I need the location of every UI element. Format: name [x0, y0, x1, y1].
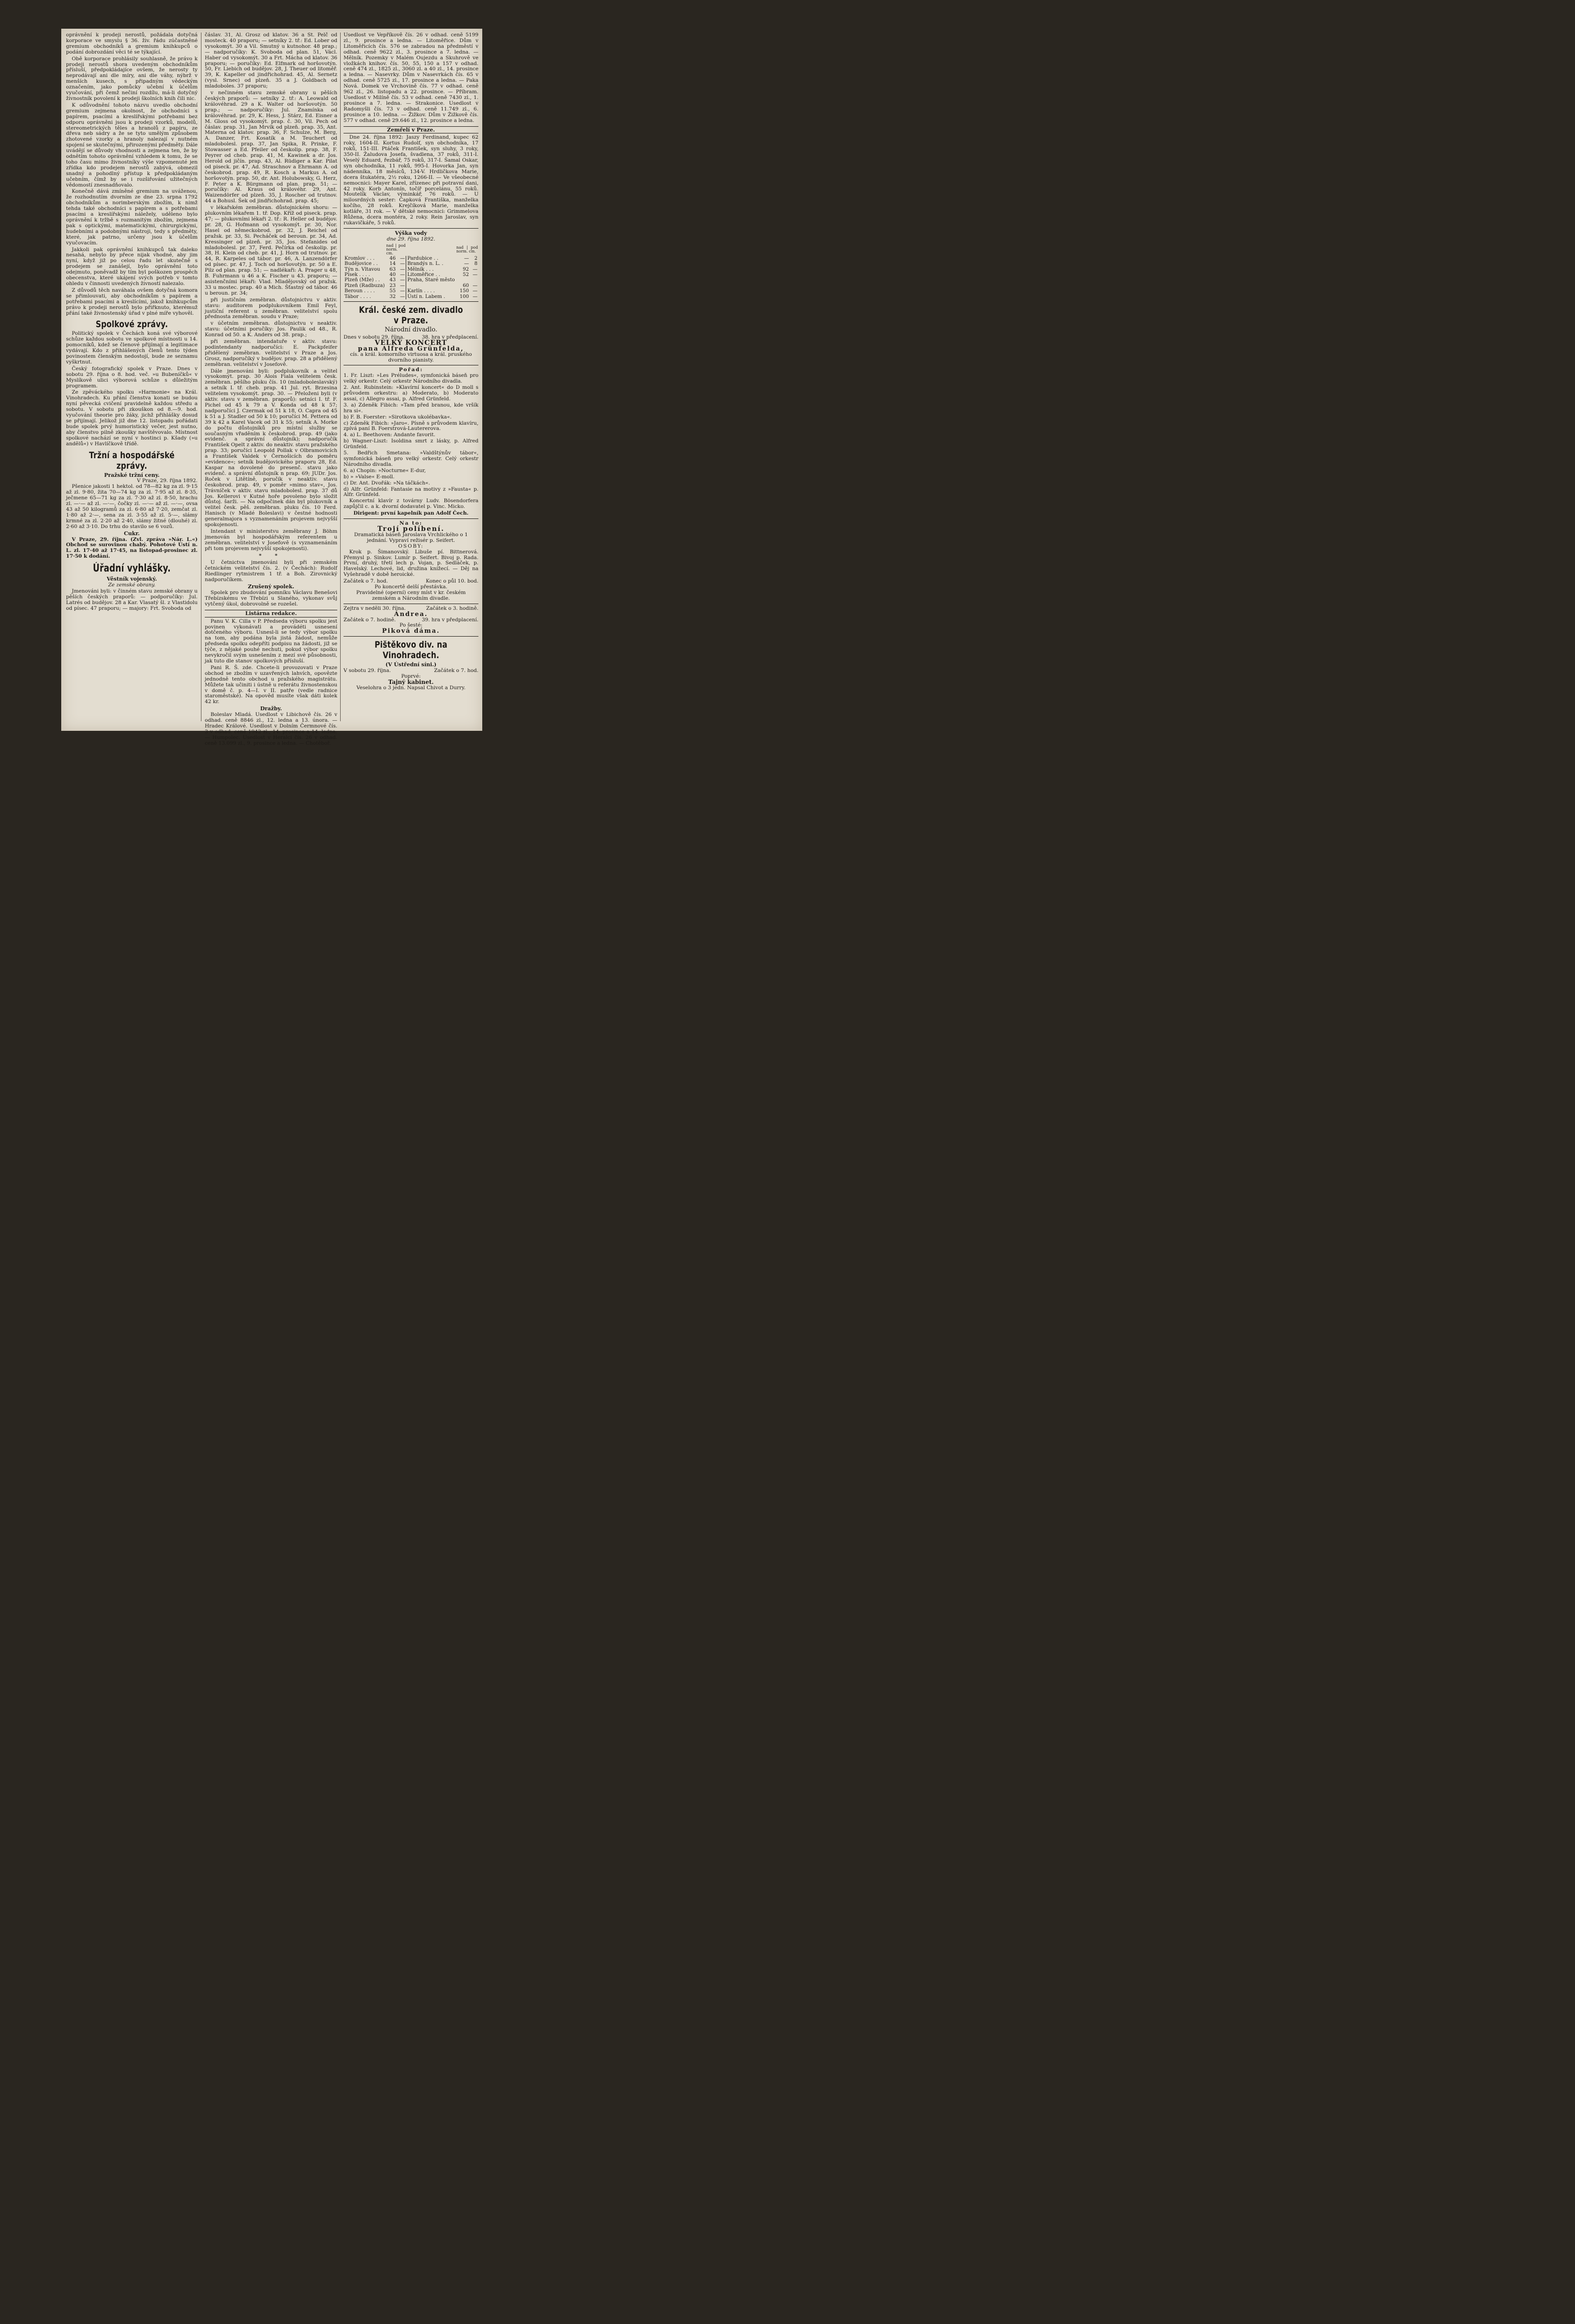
column-1 [66, 33, 198, 726]
paragraph: Obě korporace prohlásily souhlasně, že právo k prodeji nerostů shora uvedeným obchodníkům přísluší, předpokládajíce ovšem, že nerosty ty neprodávají ani dle míry, ani dle váhy, nýbrž v menších kusech, s připadným vědeckým označením, jako pomůcky učební k účelům vyučování, při čemž nečiní rozdílu, má-li dotyčný živnostník povolení k prodeji školních knih čili nic. [66, 55, 198, 101]
program-heading: Pořad: [399, 367, 423, 373]
spolek-item: Ze zpěváckého spolku »Harmonie« na Král. Vinohradech. Ku přání členstva konati se budou nyní pěvecká cvičení pravidelně každou středu a sobotu. V sobotu při zkouškon od 8.—9. hod. vyučování theorie pro žáky, jichž přihlášky dosud se přijímají. Jelikož již dne 12. listopadu pořádati bude spolek prvý humoristický večer, jest nutno, aby členstvo pilně zkoušky navštěvovalo. Místnost spolkové nachází se nyní v hostinci p. Kšady (»u andělů«) v Havlíčkově třídě. [66, 389, 198, 447]
divider [344, 636, 478, 637]
play-title: Piková dáma. [382, 628, 440, 635]
paragraph: K odůvodnění tohoto názvu uvedlo obchodní gremium zejmena okolnost, že obchodníci s papírem, psacími a kreslířskými potřebami bez odporu oprávněni jsou k prodeji vzorků, modelů, stereometrických těles a hranolů z papíru, ze dřeva neb sádry a že se tyto umělým způsobem zhotovené vzorky a hranoly nalezají v nutném spojení se skutečnými, přirozenými předměty. Dále uvádějí se důvody vhodnosti a zejmena ten, že by odnětím tohoto oprávnění vzhledem k tomu, že se toho času mimo živnostníky výše vzpomenuté jen zřídka kdo prodejem nerostů zabývá, obmezil snadný a pohodlný přístup k předpokládaným učebním, čímž by se i rozšiřování užitečných vědomostí znesnadňovalo. [66, 102, 198, 188]
paragraph: V Praze, 29. října. (Zvl. zpráva »Nár. L.«) Obchod se surovinou chabý. Pohotové Ústí n. L. zl. 17·40 až 17·45, na listopad-prosinec zl. 17·50 k dodání. [66, 536, 198, 560]
table-cell: — [400, 294, 405, 299]
program-item: d) Alfr. Grünfeld: Fantasie na motivy z »Fausta« p. Alfr. Grünfeld. [344, 486, 478, 498]
table-row [344, 294, 478, 299]
dateline: V Praze, 29. října 1892. [137, 478, 198, 484]
table-row [344, 277, 478, 283]
table-cell: 40 [389, 272, 396, 277]
table-cell: Kromlov . . . [344, 255, 375, 261]
note: Pravidelné (operní) ceny míst v kr. českém zemském a Národním divadle. [356, 589, 466, 601]
section-title-zemreli: Zemřelí v Praze. [344, 126, 478, 134]
paragraph: Dále jmenováni byli: podplukovník a velitel vysokomýt. prap. 30 Alois Fiala velitelem česk. zeměbran. pěšího pluku čís. 10 (mladoboleslavský) a setník I. tř. cheb. prap. 41 Jul. ryt. Brzesina velitelem vysokomýt. prap. 30. — Přeloženi byli (v aktiv. stavu v zeměbran. praporů): setníci I. tř. F. Pichel od 45 k 79 a V. Konda od 48 k 57; nadporučíci J. Czermak od 51 k 18, O. Capra od 45 k 51 a J. Stadler od 50 k 10; poručíci M. Pettera od 39 k 42 a Karel Vacek od 31 k 55; setník A. Morke do počtu důstojníků pro místní služby se současným vřaděním k českobrod. prap. 49 (jako evidenč. a správní důstojník); nadporučík František Opelt z aktiv. do neaktiv. stavu pražského prap. 33; poručíci Leopold Pollak v Olbramovicích a František Valdek v Černošicích do poměru »evidence«; setník budějovického praporu 28, Ed. Kaspar na dovolené do presenč. stavu jako evidenč. a správní důstojník n prap. 69; JUDr. Jos. Roček v Litětíně, poručík v neaktiv. stavu českobrod. prap. 49, v poměr »mimo stav«, Jos. Trávníček v aktiv. stavu mladobolesl. prap. 37 dů Jos. Kellerovi v Kutné hoře povoleno bylo složit důstoj. šarži. — Na odpočinek dán byl plukovník a velitel česk. pěš. zeměbran. pluku čís. 10 Ferd. Hanisch (v Mladé Boleslavi) v čestné hodnosti generalmajora s vyznamenáním projevem nejvyšší spokojenosti. [205, 368, 337, 528]
program-item: 2. Ant. Rubinstein: »Klavírní koncert« do D moll s průvodem orkestru: a) Moderato, b) Moderato assai, c) Allegro assai, p. Alfred Grünfeld. [344, 385, 478, 402]
table-row [344, 272, 478, 277]
table-cell: 32 [389, 294, 396, 299]
paragraph: Intendant v ministerstvu zeměbrany J. Böhm jmenován byl hospodářským referentem u zeměbran. velitelství v Josefově (s vyznamenáním při tom projevem nejvyšší spokojenosti). [205, 528, 337, 551]
paragraph: při zeměbran. intendatuře v aktiv. stavu: podintendanty nadporučíci: E. Packpfeifer přidělený zeměbran. velitelství v Praze a Jos. Grosz, nadporučíký v budějov. prap. 28 a přidělený zeměbran. velitelství v Josefově. [205, 339, 337, 367]
start-time: Začátek o 3. hodině. [426, 605, 478, 611]
section-title-listarna: Listárna redakce. [205, 610, 337, 617]
paragraph: při justičním zeměbran. důstojnictvu v aktiv. stavu: auditorem podplukovníkem Emil Feyl, justiční referent u zeměbran. velitelství spolu přednosta zeměbran. soudu v Praze; [205, 297, 337, 320]
table-cell: — [472, 272, 477, 277]
table-cell: Litoměřice . . [406, 272, 456, 277]
paragraph: Spolek pro zbudování pomníku Václavu Benešovi Třebízskému ve Třebízi u Slaného, vykonav svůj vytčený úkol, dobrovolně se rozešel. [205, 590, 337, 607]
table-cell: Budějovice . . [344, 261, 378, 267]
date-left: V sobotu 29. října. [344, 668, 391, 674]
table-cell: — [400, 266, 405, 272]
program-item: b) Wagner-Liszt: Isoldina smrt z lásky, p. Alfred Grünfeld. [344, 438, 478, 450]
nato-heading: Na to: [399, 520, 423, 527]
table-cell [456, 277, 470, 283]
section-title-pistek: Pištěkovo div. na Vinohradech. [374, 639, 448, 661]
program-list [344, 373, 478, 498]
paragraph: v účetním zeměbran. důstojnictvu v neaktiv. stavu: účetními poručíky: Jos. Paulik od 48., R. Konrad od 50. a K. Anders od 38. prap.; [205, 320, 337, 338]
table-cell: 63 [389, 266, 396, 272]
table-cell: Karlín . . . . [406, 288, 456, 294]
program-item: b) » »Valse« E-moll. [344, 474, 395, 480]
subheading: Ze zemské obrany. [108, 582, 155, 588]
table-cell: Ústí n. Labem . [406, 294, 456, 299]
program-item: 4. a) L. Beethoven: Andante favorit. [344, 432, 435, 438]
table-cell: — [472, 294, 477, 299]
paragraph: Konečně dává zmíněné gremium na uváženou, že rozhodnutím dvorním ze dne 23. srpna 1792 obchodníkům a norimberským zbožím, k nimž tehda také obchodníci s papírem a s potřebami psacími a kreslířskými náležely, uděleno bylo oprávnění k tržbě s rozmanitým zbožím, zejmena pak s optickými, matematickými, chirurgickými, hudebními a podobnými nástroji, tedy s předměty, které, jak patrno, určeny jsou k účelům vyučovacím. [66, 188, 198, 246]
table-row [344, 288, 478, 294]
table-cell: 46 [389, 255, 396, 261]
paragraph: v nečinném stavu zemské obrany u pěších českých praporů: — setníky 2. tř.: A. Leowald od královéhrad. 29 a K. Walter od horšovotýn. 50 prap.; — nadporučíky: Jul. Znamínka od královéhrad. pr. 29, K. Hess, J. Stárz, Ed. Eisner a M. Gloss od vysokomýt. prap. č. 30, Vil. Pech od čáslav. prap. 31, Jan Mrvík od plzeň. prap. 35, Ant. Materna od klatov. prap. 36, F. Schulze, M. Berg, A. Danzer, Frt. Kosatík a M. Teuchert od mladobolesl. prap. 37, Jan Spika, R. Prinke, F. Stowasser a Ed. Pfeiler od českolip. prap. 38, F. Peyrer od cheb. prap. 41, M. Kawinek a dr. Jos. Herold od jičín. prap. 43, Al. Rüdiger a Kar. Pilat od piseck. pr. 47, Ad. Straschnov a Ehrmann A. od českobrod. prap. 49, R. Kosch a Markus A. od horšovotýn. prap. 50, dr. Ant. Holubowsky, G. Herz, F. Peter a K. Bürgmann od plan. prap. 51; — poručíky: Al. Kraus od královéhr. 29, Ant. Waizendörfer od plzeň. 35, J. Roscher od trutnov. 44 a Bohusl. Šek od jindřichohrad. prap. 45; [205, 90, 337, 204]
koncert-description: cís. a král. komorního virtuosa a král. pruského dvorního pianisty. [350, 351, 472, 363]
koncert-performer: pana Alfreda Grünfelda, [358, 345, 464, 352]
start-time: Začátek o 7. hod. [434, 668, 478, 674]
table-row [344, 267, 478, 272]
table-cell: 23 [389, 283, 396, 288]
subheading: Dražby. [260, 705, 282, 712]
table-cell: 2 [474, 255, 477, 261]
table-cell: Plzeň (Mže) . . [344, 277, 380, 283]
separator-asterisks: * * [259, 552, 283, 559]
program-item: c) Dr. Ant. Dvořák: »Na táčkách«. [344, 480, 430, 486]
play-title: Tajný kabinet. [388, 679, 434, 685]
section-title-divadlo: Král. české zem. divadlo v Praze. [359, 304, 463, 326]
paragraph: Boleslav Mladá. Usedlost v Libichově čís. 26 v odhad. ceně 8846 zl., 12. ledna a 13. února. — Hradec Králové. Usedlost v Dolním Čermnové čís. 3 v odhad. ceně 1942 zl., 14. prosince a 14. ledna. — Humpolec. Usedlost v Heralci čís. 26 v odhad. ceně 13.099 zl., 9. prosince a ledna. — Chotěboř. [205, 712, 337, 746]
program-item: 1. Fr. Liszt: »Les Préludes«, symfonická báseň pro velký orkestr. Celý orkestr Národního divadla. [344, 373, 478, 385]
paragraph: v lékařském zeměbran. důstojnickém shoru: — plukovním lékařem 1. tř. Dop. Kříž od piseck. prap. 47; — plukovními lékaři 2. tř.: R. Heller od budějov. pr. 28, G. Hofmann od vysokomýt. pr. 30, Nor. Hasel od německobrod. pr. 32, J. Reichel od pražsk. pr. 33, Si. Pecháček od beroun. pr. 34, Ad. Kressinger od plzeň. pr. 35, Jos. Stefanides od mladobolesl. pr. 37, Ferd. Pečírka od českolip. pr. 38, H. Klein od cheb. pr. 41, J. Horn od trutnov. pr. 44, R. Karpeles od tábor. pr. 46, A. Lanzendörfer od písec. pr. 47, J. Toch od horšovotýn. pr. 50 a E. Pilz od plan. prap. 51; — nadlékaři: A. Prager u 48, B. Fuhrmann u 46 a K. Fischer u 43. praporu; — asistenčními lékaři: Vlad. Mladějovský od pražsk. 33 u mostec. prap. 40 a Mich. Šťastný od tábor. 46 u beroun. pr. 34; [205, 205, 337, 296]
table-cell [406, 283, 456, 288]
table-cell: Praha, Staré město [406, 277, 456, 283]
divider [344, 301, 478, 302]
program-item: 3. a) Zdeněk Fibich: »Tam před branou, kde vršík hra si«. [344, 402, 478, 414]
table-header: nad | pod norm. cm. [386, 243, 406, 255]
water-level-table [344, 243, 478, 299]
program-item: 5. Bedřich Smetana: »Valdštýnův tábor«, symfonická báseň pro velký orkestr. Celý orkestr Národního divadla. [344, 450, 478, 467]
table-cell: — [400, 277, 405, 283]
paragraph: oprávnění k prodeji nerostů, požádala dotyčná korporace ve smyslu § 36. živ. řádu zúčastněné gremium obchodníků a gremium knihkupců o podání dobrozdání věci té se týkající. [66, 32, 198, 55]
note: Po koncertě delší přestávka. [374, 584, 448, 590]
paragraph: Dne 24. října 1892: Jaszy Ferdinand, kupec 62 roky, 1604-II. Kortus Rudolf, syn obchodníka, 17 roků, 151-III. Ptáček František, syn sluhy, 3 roky, 350-II. Žaludova Josefa, švadlena, 37 roků, 311-I. Veselý Eduard, řezbář, 75 roků, 317-I. Šamal Oskar, syn obchodníka, 11 roků, 995-I. Hovorka Jan, syn nádenníka, 18 měsíců, 134-V. Hrdličkova Marie, dcera štukatéra, 2½ roku, 1266-II. — Ve všeobecné nemocnici: Mayer Karel, zřízenec při potravní dani, 42 roky. Korb Antonín, točíř porcelánu, 55 roků. Moutelík Václav, výminkář, 76 roků. — U milosrdných sester: Čapková Františka, manželka kočího, 28 roků. Krejčíková Marie, manželka kotláře, 31 rok. — V dětské nemocnici: Grimmelova Růžena, dcera montéra, 2 roky. Rein Jaroslav, syn rukavičkáře, 5 roků. [344, 134, 478, 226]
table-cell: — [464, 261, 469, 267]
table-cell: — [472, 288, 477, 294]
paragraph: Jmenováni byli: v činném stavu zemské obrany u pěších českých praporů: — podporučíky: Jul. Latrés od budějov. 28 a Kar. Vlasatý šl. z Vlastidolu od písec. 47 praporu; — majory: Frt. Svoboda od [66, 588, 198, 611]
note: Po šesté: [399, 622, 422, 628]
table-cell: — [472, 283, 477, 288]
table-row [344, 261, 478, 266]
date-left: Zejtra v neděli 30. října. [344, 605, 406, 611]
subheading: Pražské tržní ceny. [104, 472, 160, 478]
table-cell [470, 277, 478, 283]
note: Veselohra o 3 jedn. Napsal Chivot a Durry. [356, 684, 466, 691]
spolek-item: Politický spolek v Čechách koná své výborové schůze každou sobotu ve spolkové místnosti u 14. pomocníků, kdež se členové přijímají a legitimace vydávají. Kdo z přihlášených členů tento týden povinostem členským nedostojí, bude ze seznamu vyškrtnut. [66, 330, 198, 365]
table-row [344, 283, 478, 288]
table-cell: Týn n. Vltavou [344, 266, 380, 272]
table-cell: 14 [389, 261, 396, 267]
end-time: Konec o půl 10. bod. [425, 578, 478, 584]
table-cell: 43 [389, 277, 396, 283]
table-cell: — [472, 266, 477, 272]
table-cell: Tábor . . . . [344, 294, 371, 299]
section-title-uredni: Úřadní vyhlášky. [93, 562, 171, 575]
divider [344, 228, 478, 229]
column-rule-2 [340, 33, 341, 721]
subheading: (V Ústřední síni.) [385, 661, 437, 668]
subheading: Věstník vojenský. [107, 576, 157, 583]
subheading: Národní divadlo. [385, 326, 437, 333]
section-title-spolkove: Spolkové zprávy. [95, 319, 168, 330]
play-title: Andrea. [394, 610, 428, 618]
column-3 [344, 33, 478, 726]
paragraph: U četnictva jmenováni byli při zemském četnickém velitelství čís. 2. (v Čechách): Rudolf Riedlinger rytmistrem 1 tř. a Boh. Zirovnický nadporučíkem. [205, 560, 337, 583]
table-cell: — [400, 272, 405, 277]
section-title-trzni: Tržní a hospodářské zprávy. [89, 450, 175, 471]
table-cell: Beroun . . . . [344, 288, 375, 294]
program-item: b) F. B. Foerster: »Sirotkova ukolébavka«. [344, 414, 452, 420]
paragraph: Koncertní klavír z továrny Ludv. Bösendorfera zapůjčil c. a k. dvorní dodavatel p. Vinc. Micko. [344, 498, 478, 510]
paragraph: Pšenice jakosti 1 hektol. od 78—82 kg za zl. 9·15 až zl. 9·80, žita 70—74 kg za zl. 7·95 až zl. 8·35, ječmene 65—71 kg za zl. 7·30 až zl. 8·50, hrachu zl. —·— až zl. —·—, čočky zl. —·— až zl. —·—, ovsa 43 až 50 kilogramů za zl. 6·80 až 7·20, zemčat zl. 1·80 až 2·—, sena za zl. 3·55 až zl. 5·—, slámy krmné za zl. 2·20 až 2·40, slámy žitné (dlouhé) zl. 2·60 až 3·10. Do trhu do stavilo se 6 vozů. [66, 484, 198, 529]
dirigent: Dirigent: první kapelník pan Adolf Čech. [353, 510, 469, 517]
table-row [344, 256, 478, 261]
spolek-item: Český fotografický spolek v Praze. Dnes v sobotu 29. října o 8. hod. več. »u Bubeníčků« v Myslíkově ulici výborová schůze s důležitým programem. [66, 365, 198, 389]
table-cell: Mělník . . . [406, 267, 456, 272]
divider [344, 518, 478, 519]
start-time: Začátek o 7. hodině. [344, 617, 396, 623]
table-cell: 52 [463, 272, 469, 277]
cast-heading: OSOBY: [398, 543, 424, 549]
table-cell: 60 [463, 283, 469, 288]
table-cell: — [400, 283, 405, 288]
date-left: Dnes v sobotu 29. října. [344, 334, 405, 340]
start-time: Začátek o 7. hod. [344, 578, 388, 584]
table-cell: Brandýs n. L. . [406, 261, 456, 266]
play-title: Trojí políbení. [377, 525, 445, 533]
cast-list: Krok p. Šimanovský. Libuše pí. Bittnerová. Přemysl p. Sinkov. Lumír p. Seifert. Bivoj p. Rada. První, druhý, třetí lech p. Vojan, p. Sedláček, p. Havelský. Lechové, lid, družina knížecí. — Děj na Vyšehradě v době heroické. [344, 549, 478, 578]
table-cell: Písek . . . . [344, 272, 370, 277]
program-item: 6. a) Chopin: »Nocturne« E-dur, [344, 467, 426, 474]
table-cell: 8 [474, 261, 477, 267]
table-header: nad | pod norm. cm. [456, 245, 478, 253]
table-cell: Pardubice . . [406, 256, 456, 261]
table-cell: 100 [459, 294, 469, 299]
subheading: Cukr. [124, 530, 140, 537]
program-item: c) Zdeněk Fibich: »Jaro«. Písně s průvodem klavíru, zpívá paní B. Foerstrová-Lautererova. [344, 420, 478, 432]
table-cell: Plzeň (Radbuza) [344, 283, 385, 288]
paragraph: čáslav. 31, Al. Grosz od klatov. 36 a St. Pelč od mosteck. 40 praporu; — setníky 2. tř.: Ed. Lober od vysokomýt. 30 a Vil. Smutný u kutnohor. 48 prap.; — nadporučíky: K. Svoboda od plan. 51, Václ. Haber od vysokomýt. 30 a Frt. Mácha od klatov. 36 praporu; — poručíky: Ed. Elfmark od horšovotýn. 50, Fr. Liebich od budějov. 28, J. Theuer od litoměř. 39, K. Kapeller od jindřichohrad. 45, Al. Sernetz (vysl. Srnec) od plzeň. 35 a J. Goldbach od mladoboles. 37 praporu; [205, 32, 337, 89]
date-right: 38. hra v předplacení. [421, 334, 478, 340]
paragraph: Z důvodů těch naváhala ovšem dotyčná komora se přimlouvati, aby obchodníkům s papírem a potřebami psacími a kreslícími, jakož knihkupcům právo k prodeji nerostů bylo přiřknuto, kterémuž přání také živnostenský úřad v plné míře vyhověl. [66, 287, 198, 316]
paragraph: Usedlost ve Vepříkově čís. 26 v odhad. ceně 5199 zl., 9. prosince a ledna. — Litoměřice. Dům v Litoměřicích čís. 576 se zabradou na předměstí v odhad. ceně 9622 zl., 3. prosince a 7. ledna. — Mělník. Pozemky v Malém Oujezdu a Skuhrově ve vložkách knihov. čís. 50, 55, 150 a 157 v odhad. ceně 474 zl., 1825 zl., 3060 zl. a 40 zl., 14. prosince a ledna. — Nasevrky. Dům v Nasevrkách čís. 65 v odhad. ceně 5725 zl., 17. prosince a ledna. — Paka Nová. Domek ve Vrchovině čís. 77 v odhad. ceně 962 zl., 26. listopadu a 22. prosince. — Příbram. Usedlost v Milíně čís. 53 v odhad. ceně 7430 zl., 1. prosince a 7. ledna. — Strakonice. Usedlost v Radomyšli čís. 73 v odhad. ceně 11.749 zl., 6. prosince a 10. ledna. — Žižkov. Dům v Žižkově čís. 577 v odhad. ceně 29.646 zl., 12. prosince a ledna. [344, 32, 478, 123]
paragraph: Pani R. Š. zde. Chcete-li provozovati v Praze obchod se zbožím v uzavřených lahvích, opovězte jednodně tento obchod u pražského magistrátu. Můžete tak učiniti i ústně u referátu živnostenskou v domě č. p. 4—I. v II. patře (vedle radnice staroměstské). Na opověd musíte však dáti kolek 42 kr. [205, 664, 337, 705]
table-cell: — [400, 288, 405, 294]
table-cell: 92 [463, 266, 469, 272]
table-cell: 150 [459, 288, 469, 294]
table-cell: — [400, 261, 405, 267]
newspaper-page [61, 29, 482, 746]
table-cell: 55 [389, 288, 396, 294]
koncert-title: VELKÝ KONCERT [375, 339, 447, 347]
subheading: Zrušený spolek. [247, 584, 295, 590]
date-right: 39. hra v předplacení. [421, 617, 478, 623]
dateline: dne 29. října 1892. [387, 236, 435, 242]
table-cell: — [400, 255, 405, 261]
paragraph: Panu V. K. Cilla v P. Předseda výboru spolku jest povinen vykonávati a provádéti usnesení dotčeného výboru. Usnesl-li se tedy výbor spolku na tom, aby podána byla jistá žádost, nemůže předseda spolku odepříti podpisu na žádosti, již se týče, z nějaké pouhé nechuti, pokud výbor spolku nevykročil svým usnešením z mezí své působnosti, jak tuto dle stanov spolkových přísluší. [205, 618, 337, 664]
note: Poprvé: [401, 673, 421, 680]
paragraph: Jakkoli pak oprávnění knihkupců tak daleko nesahá, nebylo by přece nijak vhodné, aby jim nyní, když již po celou řadu let skutečně s prodejem se zanášejí, bylo oprávnění toto odejmuto, poněvadž by tím byl poškozen prospěch obecenstva, které ukájení svých potřeb v tomto ohledu v činnosti uvedených živností nalezalo. [66, 246, 198, 286]
table-cell: — [464, 255, 469, 261]
column-2 [205, 32, 337, 746]
play-description: Dramatická báseň Jaroslava Vrchlického o 1 jednání. Vypraví režisér p. Seifert. [354, 531, 468, 543]
subheading: Výška vody [395, 230, 427, 236]
